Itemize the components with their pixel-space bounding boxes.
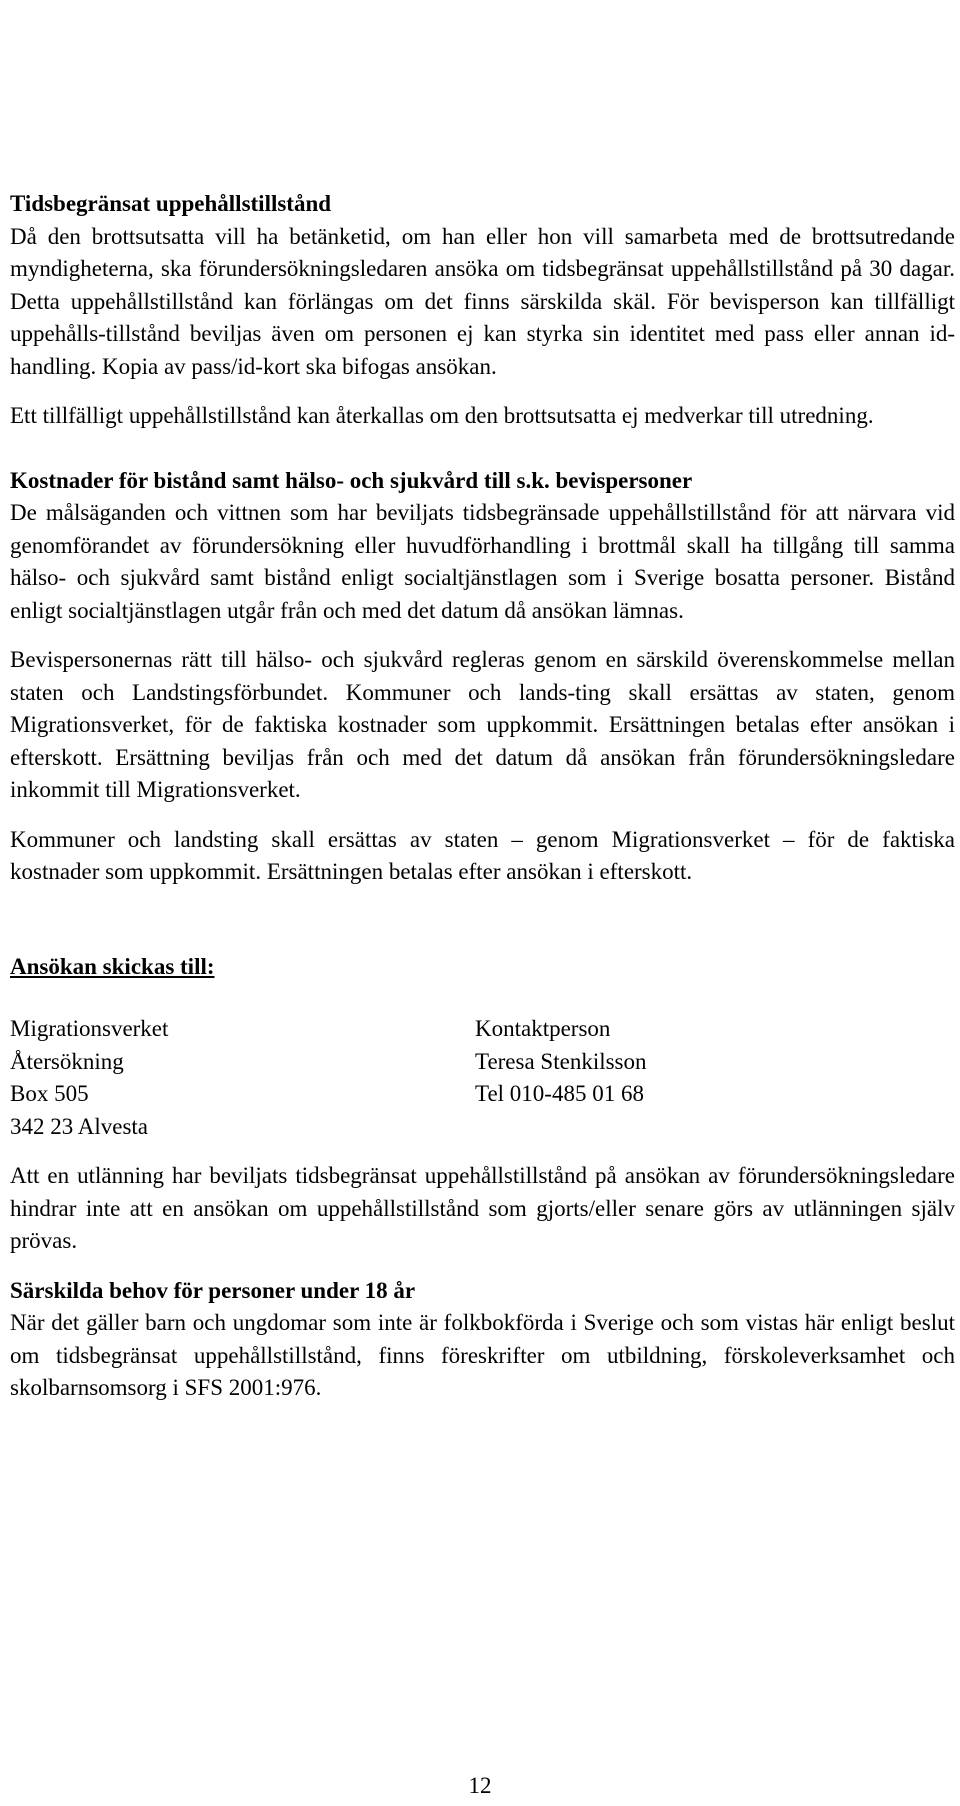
paragraph-tidsbegransat-2: Ett tillfälligt uppehållstillstånd kan återkallas om den brottsutsatta ej medverkar till utredning. bbox=[10, 403, 874, 428]
address-recipient bbox=[10, 1013, 475, 1143]
contact-line: Kontaktperson bbox=[475, 1016, 611, 1041]
spacer bbox=[10, 1258, 955, 1275]
section-heading-kostnader: Kostnader för bistånd samt hälso- och sjukvård till s.k. bevispersoner bbox=[10, 467, 693, 493]
paragraph-tidsbegransat-1: Då den brottsutsatta vill ha betänketid, om han eller hon vill samarbeta med de brottsutredande myndigheterna, ska förundersökningsledaren ansöka om tidsbegränsat uppehållstillstånd på 30 dagar. Detta uppehållstillstånd kan förlängas om det finns särskilda skäl. För bevisperson kan tillfälligt uppehålls-tillstånd beviljas även om personen ej kan styrka sin identitet med pass eller annan id-handling. Kopia av pass/id-kort ska bifogas ansökan. bbox=[10, 223, 955, 379]
address-block bbox=[10, 1013, 955, 1143]
paragraph-sarskilda: När det gäller barn och ungdomar som inte är folkbokförda i Sverige och som vistas här enligt beslut om tidsbegränsat uppehållstillstånd, finns föreskrifter om utbildning, förskoleverksamhet och skolbarnsomsorg i SFS 2001:976. bbox=[10, 1310, 955, 1400]
address-line: Migrationsverket bbox=[10, 1016, 169, 1041]
section-heading-tidsbegransat: Tidsbegränsat uppehållstillstånd bbox=[10, 191, 332, 216]
spacer bbox=[10, 1143, 955, 1160]
spacer bbox=[10, 983, 955, 1013]
address-line: Box 505 bbox=[10, 1081, 89, 1106]
page-number: 12 bbox=[468, 1773, 492, 1798]
contact-line: Tel 010-485 01 68 bbox=[475, 1081, 644, 1106]
paragraph-ansokan: Att en utlänning har beviljats tidsbegränsat uppehållstillstånd på ansökan av förundersökningsledare hindrar inte att en ansökan om uppehållstillstånd som gjorts/eller senare görs av utlänningen själv prövas. bbox=[10, 1163, 955, 1253]
section-heading-ansokan: Ansökan skickas till: bbox=[10, 953, 215, 979]
document-page bbox=[10, 188, 955, 1405]
spacer bbox=[10, 807, 955, 824]
paragraph-kostnader-1: De målsäganden och vittnen som har beviljats tidsbegränsade uppehållstillstånd för att närvara vid genomförandet av förundersökning eller huvudförhandling i brottmål skall ha tillgång till samma hälso- och sjukvård samt bistånd enligt socialtjänstlagen som i Sverige bosatta personer. Bistånd enligt socialtjänstlagen utgår från och med det datum då ansökan lämnas. bbox=[10, 500, 955, 623]
address-line: 342 23 Alvesta bbox=[10, 1113, 148, 1139]
spacer bbox=[10, 383, 955, 400]
spacer bbox=[10, 889, 955, 951]
paragraph-kostnader-2: Bevispersonernas rätt till hälso- och sjukvård regleras genom en särskild överenskommelse mellan staten och Landstingsförbundet. Kommuner och lands-ting skall ersättas av staten, genom Migrationsverket, för de faktiska kostnader som uppkommit. Ersättningen betalas efter ansökan i efterskott. Ersättning beviljas från och med det datum då ansökan från förundersökningsledare inkommit till Migrationsverket. bbox=[10, 647, 955, 802]
address-line: Återsökning bbox=[10, 1048, 124, 1074]
contact-person bbox=[475, 1013, 940, 1143]
paragraph-kostnader-3: Kommuner och landsting skall ersättas av staten – genom Migrationsverket – för de faktiska kostnader som uppkommit. Ersättningen betalas efter ansökan i efterskott. bbox=[10, 826, 955, 884]
spacer bbox=[10, 433, 955, 465]
section-heading-sarskilda: Särskilda behov för personer under 18 år bbox=[10, 1277, 416, 1303]
spacer bbox=[10, 627, 955, 644]
contact-line: Teresa Stenkilsson bbox=[475, 1048, 647, 1074]
